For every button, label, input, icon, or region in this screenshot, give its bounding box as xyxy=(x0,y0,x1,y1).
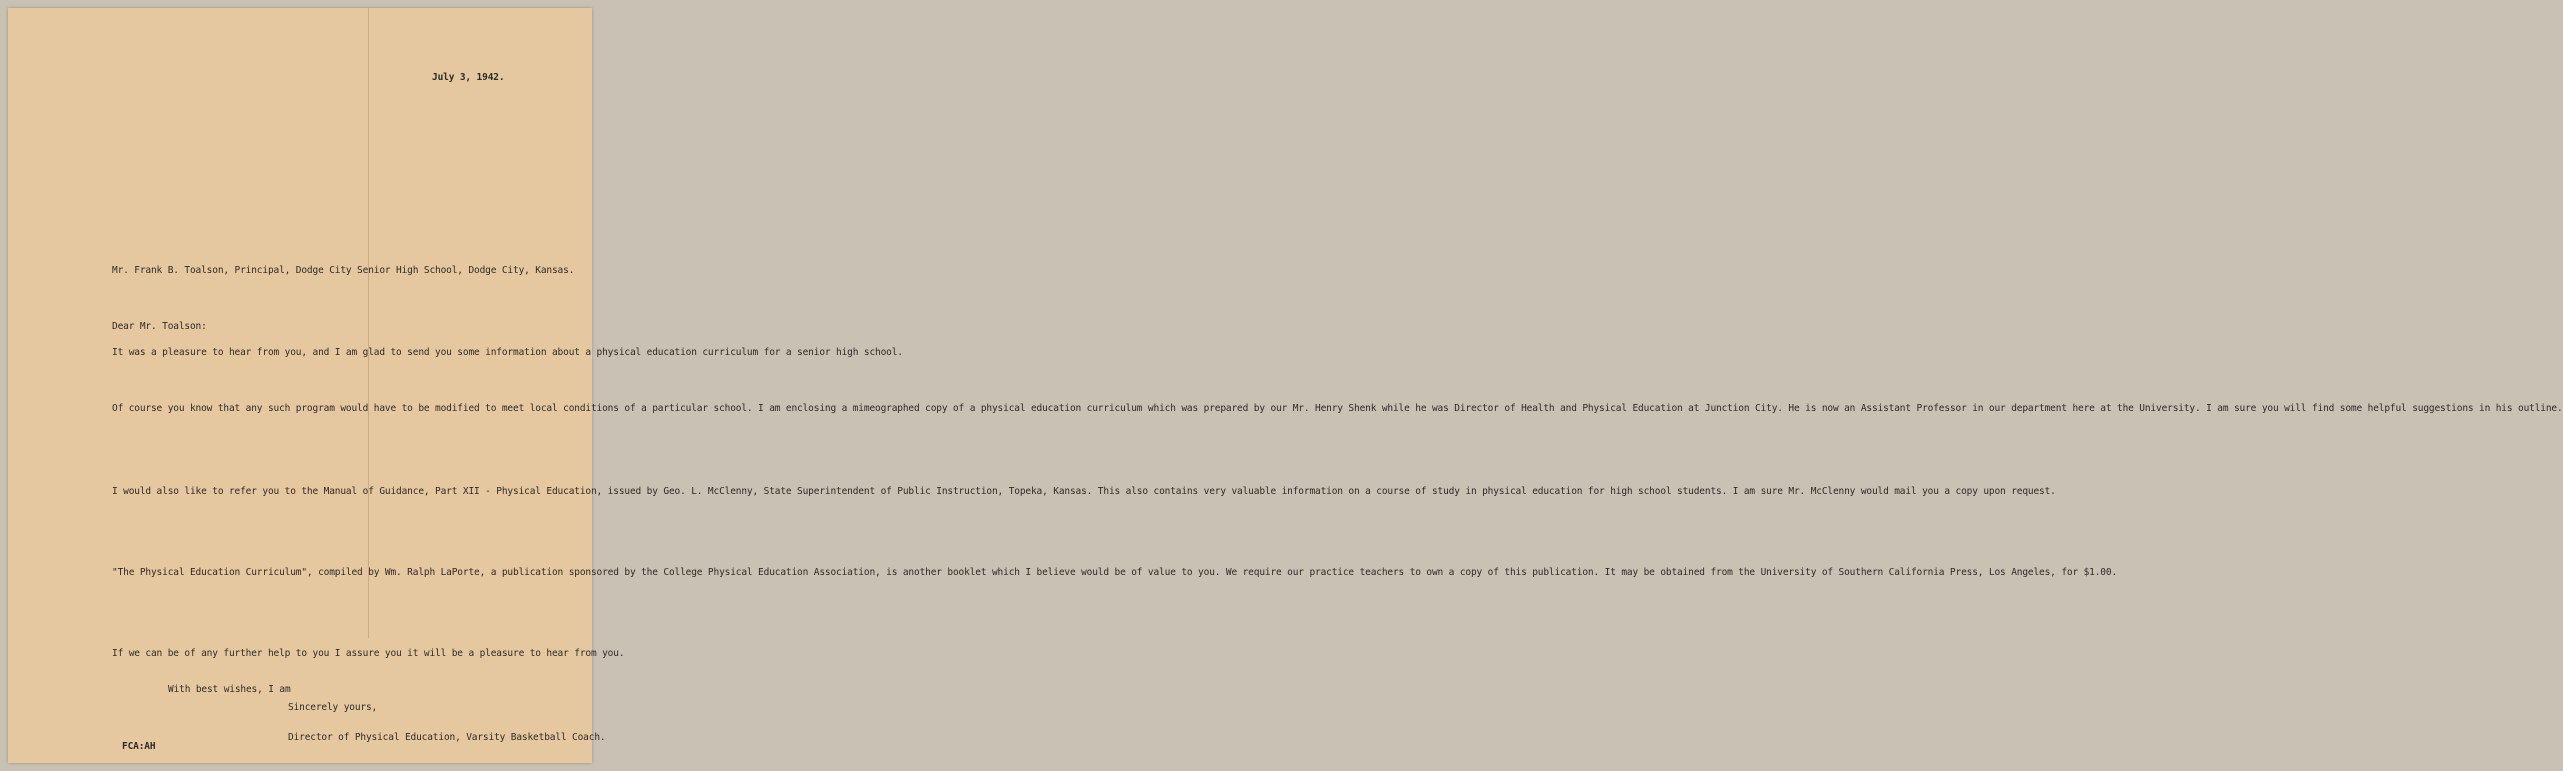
body-paragraph: I would also like to refer you to the Manual of Guidance, Part XII - Physical Education, issued by Geo. L. McClenny, State Superintendent of Public Instruction, Topeka, Kansas. This also contains very valuable information on a course of study in physical education for high school students. I am sure Mr. McClenny would mail you a copy upon request. xyxy=(112,486,2056,497)
body-paragraph: Of course you know that any such program would have to be modified to meet local conditions of a particular school. I am enclosing a mimeographed copy of a physical education curriculum which was prepared by our Mr. Henry Shenk while he was Director of Health and Physical Education at Junction City. He is now an Assistant Professor in our department here at the University. I am sure you will find some helpful suggestions in his outline. xyxy=(112,403,2563,414)
typist-initials: FCA:AH xyxy=(122,741,156,752)
paper-fold-crease xyxy=(368,8,369,638)
body-paragraph: "The Physical Education Curriculum", compiled by Wm. Ralph LaPorte, a publication sponsored by the College Physical Education Association, is another booklet which I believe would be of value to you. We require our practice teachers to own a copy of this publication. It may be obtained from the University of Southern California Press, Los Angeles, for $1.00. xyxy=(112,567,2118,578)
letter-date: July 3, 1942. xyxy=(432,72,505,83)
salutation: Dear Mr. Toalson: xyxy=(112,321,207,332)
best-wishes-line: With best wishes, I am xyxy=(168,684,291,695)
recipient-address: Mr. Frank B. Toalson, Principal, Dodge City Senior High School, Dodge City, Kansas. xyxy=(112,265,575,276)
signature-block: Director of Physical Education, Varsity Basketball Coach. xyxy=(288,732,606,743)
body-paragraph: If we can be of any further help to you I assure you it will be a pleasure to hear from you. xyxy=(112,648,625,659)
body-paragraph: It was a pleasure to hear from you, and I am glad to send you some information about a physical education curriculum for a senior high school. xyxy=(112,347,903,358)
letter-page xyxy=(8,8,2563,763)
complimentary-closing: Sincerely yours, xyxy=(288,702,378,713)
